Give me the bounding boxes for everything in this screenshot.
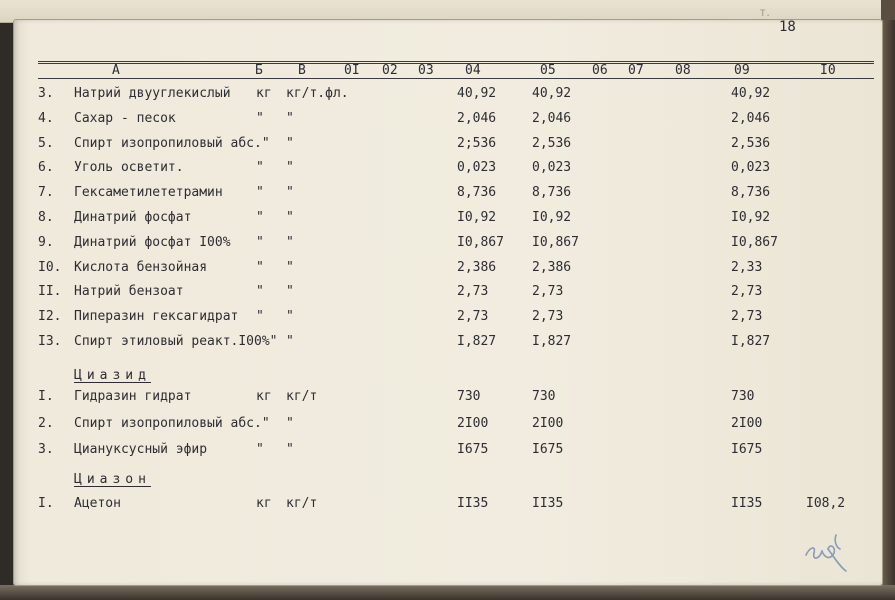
cell-b: " [256,185,264,200]
cell-num: 6. [38,160,54,175]
cell-b: " [256,260,264,275]
cell-num: I. [38,389,54,404]
cell-num: 2. [38,416,54,431]
cell-num: 3. [38,442,54,457]
cell-c09: 8,736 [731,185,771,200]
cell-name: Циануксусный эфир [74,442,208,457]
cell-c04: 730 [457,389,481,404]
cell-name: Кислота бензойная [74,260,208,275]
cell-c09: 2,33 [731,260,763,275]
cell-c04: II35 [457,496,489,511]
cell-v: " [286,235,294,250]
cell-num: 7. [38,185,54,200]
cell-v: " [286,260,294,275]
cell-v: " [286,442,294,457]
cell-c09: I0,92 [731,210,771,225]
cell-name: Динатрий фосфат I00% [74,235,231,250]
cell-name: Пиперазин гексагидрат [74,309,239,324]
cell-b: кг [256,496,272,511]
cell-c04: 2,386 [457,260,497,275]
col-header-09: 09 [734,63,750,78]
cell-num: 5. [38,136,54,151]
cell-c09: 0,023 [731,160,771,175]
col-header-04: 04 [465,63,481,78]
cell-name: Натрий двууглекислый [74,86,231,101]
cell-c05: 8,736 [532,185,572,200]
page-shadow-right [882,20,895,600]
cell-c04: 2,046 [457,111,497,126]
cell-c09: 2I00 [731,416,763,431]
cell-c09: 2,73 [731,309,763,324]
cell-v: кг/т.фл. [286,86,349,101]
cell-v: кг/т [286,389,318,404]
cell-num: I2. [38,309,62,324]
cell-c04: I0,92 [457,210,497,225]
cell-c04: 0,023 [457,160,497,175]
cell-name: Уголь осветит. [74,160,184,175]
cell-c09: I675 [731,442,763,457]
cell-num: 9. [38,235,54,250]
cell-name: Сахар - песок [74,111,176,126]
col-header-06: 06 [592,63,608,78]
cell-num: I0. [38,260,62,275]
cell-b: " [256,442,264,457]
col-header-03: 03 [418,63,434,78]
cell-c04: 2,73 [457,309,489,324]
cell-name: Спирт изопропиловый абс." [74,416,270,431]
cell-c09: I0,867 [731,235,778,250]
col-header-10: I0 [820,63,836,78]
cell-b: кг [256,86,272,101]
cell-name: Спирт этиловый реакт.I00%" [74,334,278,349]
cell-c04: 2,73 [457,284,489,299]
cell-name: Гексаметилететрамин [74,185,223,200]
cell-c04: I675 [457,442,489,457]
cell-b: " [256,111,264,126]
cell-b: " [256,210,264,225]
col-header-08: 08 [675,63,691,78]
cell-c09: 2,046 [731,111,771,126]
cell-c05: 730 [532,389,556,404]
cell-c09: II35 [731,496,763,511]
cell-v: " [286,210,294,225]
cell-v: " [286,111,294,126]
handwritten-annotation [800,527,850,577]
cell-c05: II35 [532,496,564,511]
cell-c05: 2,73 [532,284,564,299]
cell-c05: I,827 [532,334,572,349]
cell-v: " [286,309,294,324]
cell-num: 8. [38,210,54,225]
cell-c05: 2,386 [532,260,572,275]
cell-num: I. [38,496,54,511]
cell-num: I3. [38,334,62,349]
cell-c04: I0,867 [457,235,504,250]
cell-v: " [286,416,294,431]
cell-c04: 2;536 [457,136,497,151]
cell-b: " [256,235,264,250]
cell-b: " [256,309,264,324]
cell-c04: 2I00 [457,416,489,431]
cell-c09: I,827 [731,334,771,349]
binder-edge [881,0,895,22]
cell-b: " [256,160,264,175]
cell-c05: I0,92 [532,210,572,225]
cell-name: Спирт изопропиловый абс." [74,136,270,151]
section-heading-tsiazid: Циазид [74,368,151,383]
col-header-a: А [112,63,120,78]
cell-c09: 2,73 [731,284,763,299]
cell-name: Гидразин гидрат [74,389,192,404]
cell-num: II. [38,284,62,299]
col-header-07: 07 [628,63,644,78]
cell-c09: 2,536 [731,136,771,151]
corner-mark: Т. [760,9,771,19]
cell-num: 3. [38,86,54,101]
cell-c05: 2I00 [532,416,564,431]
page-shadow-bottom [0,585,895,600]
col-header-v: В [298,63,306,78]
cell-c05: I675 [532,442,564,457]
cell-c04: 40,92 [457,86,497,101]
cell-v: " [286,136,294,151]
cell-name: Динатрий фосфат [74,210,192,225]
cell-c04: 8,736 [457,185,497,200]
cell-c09: 40,92 [731,86,771,101]
cell-c05: 40,92 [532,86,572,101]
cell-c05: 0,023 [532,160,572,175]
header-rule-top [38,61,874,62]
cell-c04: I,827 [457,334,497,349]
cell-c05: I0,867 [532,235,579,250]
page-number: 18 [779,19,796,35]
cell-v: " [286,185,294,200]
cell-v: " [286,284,294,299]
col-header-01: 0I [344,63,360,78]
cell-c05: 2,73 [532,309,564,324]
cell-b: " [256,284,264,299]
cell-name: Натрий бензоат [74,284,184,299]
section-heading-tsiazon: Циазон [74,472,151,487]
cell-c09: 730 [731,389,755,404]
cell-c05: 2,046 [532,111,572,126]
col-header-b: Б [255,63,263,78]
cell-c10: I08,2 [806,496,846,511]
cell-v: " [286,160,294,175]
col-header-02: 02 [382,63,398,78]
cell-c05: 2,536 [532,136,572,151]
cell-v: " [286,334,294,349]
cell-v: кг/т [286,496,318,511]
cell-b: кг [256,389,272,404]
cell-name: Ацетон [74,496,121,511]
col-header-05: 05 [540,63,556,78]
cell-num: 4. [38,111,54,126]
